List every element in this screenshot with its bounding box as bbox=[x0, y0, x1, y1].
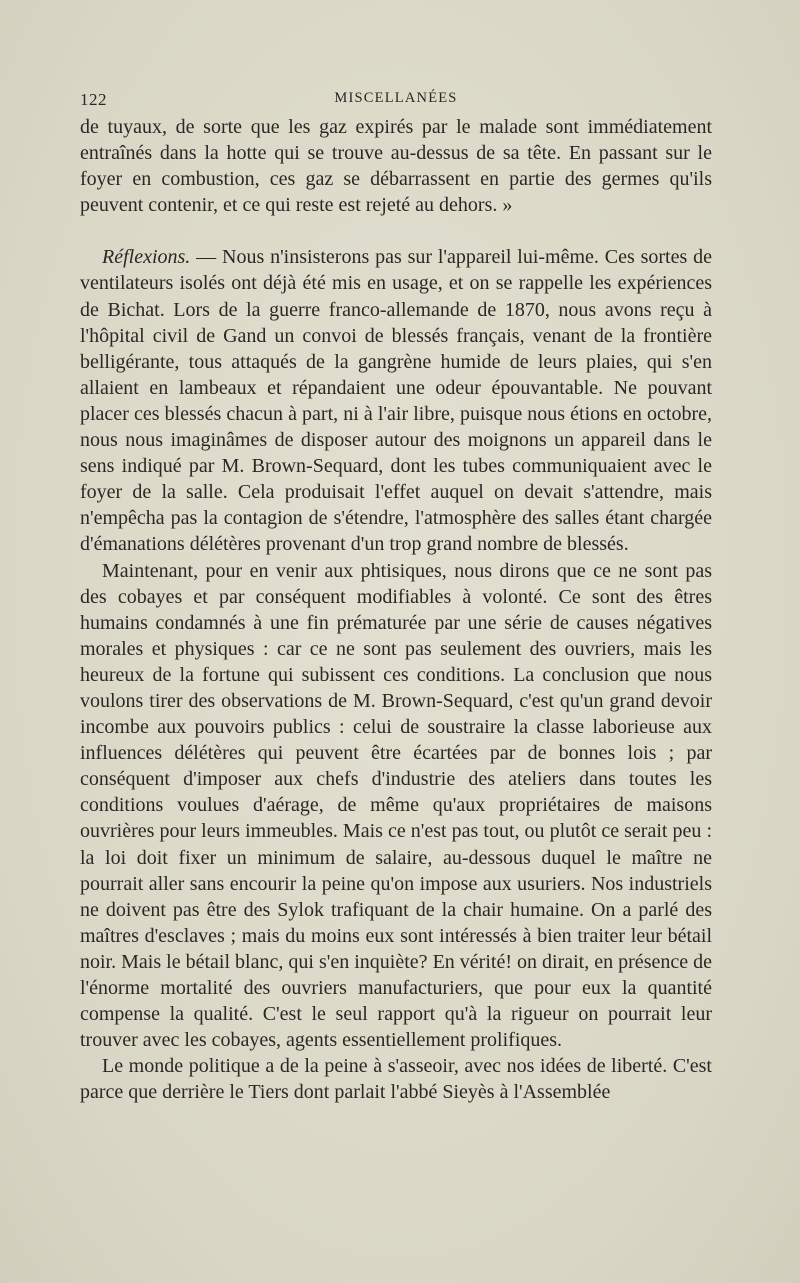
body-text bbox=[80, 114, 712, 1105]
page-number: 122 bbox=[80, 90, 107, 109]
paragraph-text: — Nous n'insisterons pas sur l'appareil lui-même. Ces sortes de ventilateurs isolés ont déjà été mis en usage, et on se rappelle les expériences de Bichat. Lors de la guerre franco-allemande de 1870, nous avons reçu à l'hôpital civil de Gand un convoi de blessés français, venant de la frontière belligérante, tous attaqués de la gangrène humide de leurs plaies, qui s'en allaient en lambeaux et répandaient une odeur épouvantable. Ne pouvant placer ces blessés chacun à part, ni à l'air libre, puisque nous étions en octobre, nous nous imaginâmes de disposer autour des moignons un appareil dans le sens indiqué par M. Brown-Sequard, dont les tubes communiquaient avec le foyer de la salle. Cela produisait l'effet auquel on devait s'attendre, mais n'empêcha pas la contagion de s'étendre, l'atmosphère des salles étant chargée d'émanations délétères provenant d'un trop grand nombre de blessés. bbox=[80, 246, 712, 556]
paragraph-text: de tuyaux, de sorte que les gaz expirés par le malade sont immédiatement entraînés dans la hotte qui se trouve au-dessus de sa tête. En passant sur le foyer en combustion, ces gaz se débarrassent en partie des germes qu'ils peuvent contenir, et ce qui reste est rejeté au dehors. » bbox=[80, 116, 712, 217]
page-header bbox=[80, 90, 712, 112]
paragraph-text: Maintenant, pour en venir aux phtisiques, nous dirons que ce ne sont pas des cobayes et par conséquent modifiables à volonté. Ce sont des êtres humains condamnés à une fin prématurée par une série de causes négatives morales et physiques : car ce ne sont pas seulement des ouvriers, mais les heureux de la fortune qui subissent ces conditions. La conclusion que nous voulons tirer des observations de M. Brown-Sequard, c'est qu'un grand devoir incombe aux pouvoirs publics : celui de soustraire la classe laborieuse aux influences délétères qui peuvent être écartées par de bonnes lois ; par conséquent d'imposer aux chefs d'industrie des ateliers dans toutes les conditions voulues d'aérage, de même qu'aux propriétaires de maisons ouvrières pour leurs immeubles. Mais ce n'est pas tout, ou plutôt ce serait peu : la loi doit fixer un minimum de salaire, au-dessous duquel le maître ne pourrait aller sans encourir la peine qu'on impose aux usuriers. Nos industriels ne doivent pas être des Sylok trafiquant de la chair humaine. On a parlé des maîtres d'esclaves ; mais du moins eux sont intéressés à bien traiter leur bétail noir. Mais le bétail blanc, qui s'en inquiète? En vérité! on dirait, en présence de l'énorme mortalité des ouvriers manufacturiers, que pour eux la quantité compense la qualité. C'est le seul rapport qu'à la rigueur on pourrait leur trouver avec les cobayes, agents essentiellement prolifiques. bbox=[80, 559, 712, 1052]
paragraph-phtisiques bbox=[80, 558, 712, 1054]
paragraph-text: Le monde politique a de la peine à s'asseoir, avec nos idées de liberté. C'est parce que derrière le Tiers dont parlait l'abbé Sieyès à l'Assemblée bbox=[80, 1055, 712, 1104]
running-head: MISCELLANÉES bbox=[334, 90, 458, 106]
paragraph-monde-politique bbox=[80, 1053, 712, 1105]
paragraph-continuation bbox=[80, 114, 712, 218]
paragraph-reflexions bbox=[80, 244, 712, 557]
paragraph-lead: Réflexions. bbox=[102, 246, 191, 269]
